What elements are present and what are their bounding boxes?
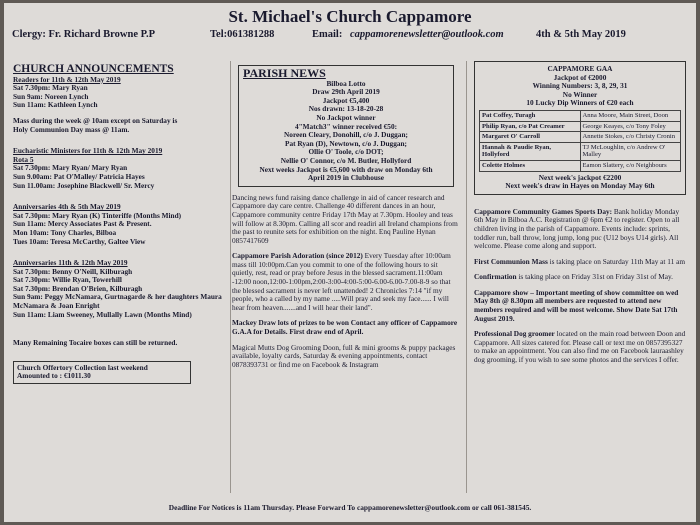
lotto-line: Noreen Cleary, Donohill, c/o J. Duggan; [284,130,408,140]
gaa-section [474,61,686,365]
page-title: St. Michael's Church Cappamore [228,7,472,26]
dance-notice: Dancing news fund raising dance challenge in aid of cancer research and Cappamore day care centre. Challenge 40 different dances in an hour, Cappamore community centre Friday 17th May at 7.30pm. Hooley and teas will follow at 8.30pm. Calling all scor and readiri all Ireland champions from the past to reunite sets for exhibition on the night. Enq Pauline Hynan 0857417609 [232,192,458,245]
communion-text: is taking place on Saturday 11th May at 11 am [547,256,686,266]
lotto-line: 4"Match3" winner received €50: [294,121,398,131]
winner-cell: Pat Coffey, Turagh [480,110,581,121]
games-text: Bank holiday Monday 6th May in Bilboa A.C. Registration @ 6pm €2 to register. Open to all children living in the parish of Cappamore. Events include: sprints, toddler run, ball throw, long jump, long puc (U12 boys U14 girls). All welcome. Please come along and support. [474,206,680,251]
church-heading: CHURCH ANNOUNCEMENTS [13,63,174,75]
table-row [480,160,681,171]
list-item: Sun 9am: Peggy McNamara, Gurtnagarde & her daughters Maura McNamara & Joan Enright [13,292,222,311]
gaa-box [474,61,686,195]
table-row [480,132,681,143]
winner-cell: TJ McLoughlin, c/o Andrew O' Malley [580,142,681,160]
parish-news [232,65,460,369]
communion-title: First Communion Mass [474,256,548,266]
list-item: Sat 7.30pm: Brendan O'Brien, Kilburagh [13,283,143,293]
adoration-notice [232,252,460,312]
anniversaries-title: Anniversaries 4th & 5th May 2019 [13,202,121,212]
groomer-notice [474,330,686,364]
offertory-label: Church Offertory Collection last weekend [17,362,148,372]
list-item: Sat 7.30pm: Willie Ryan, Towerhill [13,275,122,285]
table-row [480,110,681,121]
telephone: Tel:061381288 [210,29,275,40]
lotto-line: No Jackpot winner [316,112,376,122]
gaa-next-draw: Next week's draw in Hayes on Monday May 6th [505,181,655,191]
lotto-box [238,65,454,187]
lotto-line: Nos drawn: 13-18-20-28 [308,104,384,114]
newsletter-page [4,3,696,522]
list-item: Mon 10am: Tony Charles, Bilboa [13,227,117,237]
list-item: Sun 9.00am: Pat O'Malley/ Patricia Hayes [13,171,145,181]
lotto-line: Next weeks Jackpot is €5,600 with draw on Monday 6th [259,164,433,174]
email-link[interactable]: cappamorenewsletter@outlook.com [350,29,504,40]
list-item: Sat 7.30pm: Mary Ryan (K) Tinteriffe (Months Mind) [13,210,182,220]
ministers-title: Eucharistic Ministers for 11th & 12th May 2019 [13,146,163,156]
gaa-next-jackpot: Next week's jackpot €2200 [538,172,622,182]
show-notice: Cappamore show – Important meeting of show committee on wed May 8th @ 8.30pm all members are requested to attend new members required and will be most welcome. Show Date Sat 17th August 2019. [474,287,679,323]
list-item: Sun 9am: Noreen Lynch [13,91,89,101]
lotto-line: Jackpot €5,400 [322,95,370,105]
lotto-line: Nellie O' Connor, c/o M. Butler, Hollyford [280,155,412,165]
grooming-notice: Magical Mutts Dog Grooming Doon, full & mini grooms & puppy packages available, loyalty cards, Saturday & evening appointments, contact 0878393731 or find me on Facebook & Instagram [232,342,456,369]
church-announcements [13,65,228,384]
offertory-box [13,361,191,384]
lotto-line: Pat Ryan (D), Newtown, c/o J. Duggan; [285,138,407,148]
lotto-line: Bilboa Lotto [326,78,366,88]
winner-cell: Annette Stokes, c/o Christy Cronin [580,132,681,143]
gaa-no-winner: No Winner [562,89,598,99]
list-item: Sat 7.30pm: Benny O'Neill, Kilburagh [13,266,133,276]
confirmation-text: is taking place on Friday 31st on Friday 31st of May. [516,272,673,282]
winner-cell: George Keayes, c/o Tony Foley [580,121,681,132]
list-item: Tues 10am: Teresa McCarthy, Galtee View [13,236,146,246]
deadline-footer: Deadline For Notices is 11am Thursday. Please Forward To cappamorenewsletter@outlook.com or call 061-381545. [168,503,532,512]
offertory-amount: Amounted to : €1011.30 [17,371,91,381]
parish-heading: PARISH NEWS [243,66,326,80]
mackey-draw-notice: Mackey Draw lots of prizes to be won Contact any officer of Cappamore G.A.A for Details. First draw end of April. [232,318,458,337]
mass-note: Mass during the week @ 10am except on Saturday is [13,115,178,125]
groomer-title: Professional Dog groomer [474,329,555,339]
table-row [480,142,681,160]
games-notice [474,208,686,251]
lotto-line: Draw 29th April 2019 [312,87,380,97]
winner-cell: Colette Holmes [480,160,581,171]
games-title: Cappamore Community Games Sports Day: [474,206,613,216]
gaa-title: CAPPAMORE GAA [547,64,613,73]
winner-cell: Margaret O' Carroll [480,132,581,143]
adoration-title: Cappamore Parish Adoration (since 2012) [232,251,363,261]
groomer-text: located on the main road between Doon and Cappamore. All sizes catered for. Please call or text me on 0857395327 to make an appointment. You can also find me on Facebook lauraashley dog grooming, if you wish to see some photos and the services I offer. [474,329,686,365]
tocaire-note: Many Remaining Tocaire boxes can still be returned. [13,338,178,348]
anniversaries-title: Anniversaries 11th & 12th May 2019 [13,258,128,268]
list-item: Sat 7.30pm: Mary Ryan/ Mary Ryan [13,163,128,173]
winner-cell: Eamon Slattery, c/o Neighbours [580,160,681,171]
column-divider [230,61,231,493]
readers-title: Readers for 11th & 12th May 2019 [13,74,121,84]
confirmation-title: Confirmation [474,272,517,282]
gaa-dip: 10 Lucky Dip Winners of €20 each [526,98,634,108]
lotto-line: Ollie O' Toole, c/o DOT; [308,147,384,157]
winner-cell: Hannah & Paudie Ryan, Hollyford [480,142,581,160]
list-item: Sun 11.00am: Josephine Blackwell/ Sr. Mercy [13,180,155,190]
communion-notice [474,258,686,267]
list-item: Sat 7.30pm: Mary Ryan [13,83,88,93]
confirmation-notice [474,273,686,282]
list-item: Sun 11am: Kathleen Lynch [13,100,98,110]
clergy-line: Clergy: Fr. Richard Browne P.P [12,29,156,40]
issue-date: 4th & 5th May 2019 [536,29,626,40]
table-row [480,121,681,132]
gaa-jackpot: Jackpot of €2000 [553,72,607,82]
winner-cell: Philip Ryan, c/o Pat Creamer [480,121,581,132]
mass-note: Holy Communion Day mass @ 11am. [13,124,130,134]
list-item: Sun 11am: Mercy Associates Past & Present. [13,219,152,229]
column-divider [466,61,467,493]
lotto-line: April 2019 in Clubhouse [307,173,385,183]
rota: Rota 5 [13,154,34,164]
winners-table [479,110,681,172]
winner-cell: Anna Moore, Main Street, Doon [580,110,681,121]
gaa-numbers: Winning Numbers: 3, 8, 29, 31 [532,81,628,91]
adoration-text: Every Tuesday after 10:00am mass till 10:00pm.Can you commit to one of the following hours to sit quietly, rest, read or pray before Jesus in the blessed sacrament.11:00am -12:00 noon,12:00-1:00pm,2:00-3:00-4:00-5:00-6.00-6.00-7.00-8-9 so that the blessed sacrament is never left unattended! 2 Chronicles 7:14 "if my people, who a called by my name .....Will pray and seek my face...... I will hear from heaven.......and I will hear their land". [232,251,451,312]
email-label: Email: [312,29,343,40]
list-item: Sun 11am: Liam Sweeney, Mullally Lawn (Months Mind) [13,309,192,319]
